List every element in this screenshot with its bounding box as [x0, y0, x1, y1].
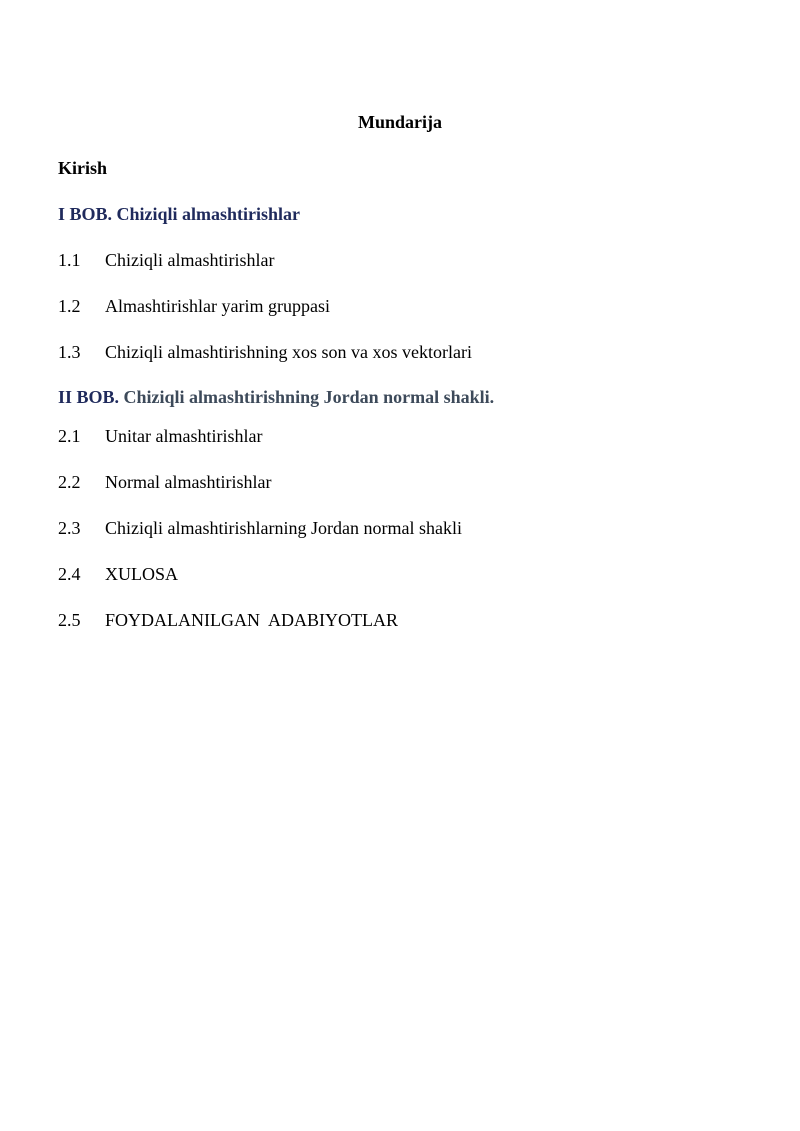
section-title: XULOSA [105, 564, 179, 584]
section-title: Normal almashtirishlar [105, 472, 272, 492]
chapter-2-name: Chiziqli almashtirishning Jordan normal shakli. [123, 387, 495, 407]
toc-entry-2-1 [58, 425, 262, 447]
toc-entry-1-1 [58, 249, 274, 271]
section-title: Chiziqli almashtirishlar [105, 250, 275, 270]
section-number: 2.1 [58, 426, 81, 446]
section-title: Chiziqli almashtirishlarning Jordan normal shakli [105, 518, 462, 538]
toc-chapter-1 [58, 203, 300, 225]
section-number: 1.2 [58, 296, 81, 316]
section-title: FOYDALANILGAN ADABIYOTLAR [105, 610, 398, 630]
toc-intro: Kirish [58, 158, 108, 178]
toc-entry-2-3 [58, 517, 462, 539]
toc-entry-1-3 [58, 341, 472, 363]
section-number: 2.5 [58, 610, 81, 630]
section-number: 1.1 [58, 250, 81, 270]
toc-entry-2-2 [58, 471, 271, 493]
page-title: Mundarija [357, 112, 442, 132]
chapter-2-prefix: II BOB. [58, 387, 120, 407]
section-number: 1.3 [58, 342, 81, 362]
toc-chapter-2 [58, 386, 494, 408]
toc-entry-1-2 [58, 295, 330, 317]
section-number: 2.2 [58, 472, 81, 492]
section-title: Unitar almashtirishlar [105, 426, 263, 446]
chapter-1-prefix: I BOB. [58, 204, 113, 224]
chapter-1-name: Chiziqli almashtirishlar [116, 204, 301, 224]
section-title: Almashtirishlar yarim gruppasi [105, 296, 330, 316]
toc-entry-2-5 [58, 609, 398, 631]
section-number: 2.4 [58, 564, 81, 584]
section-title: Chiziqli almashtirishning xos son va xos vektorlari [105, 342, 472, 362]
toc-entry-2-4 [58, 563, 178, 585]
section-number: 2.3 [58, 518, 81, 538]
